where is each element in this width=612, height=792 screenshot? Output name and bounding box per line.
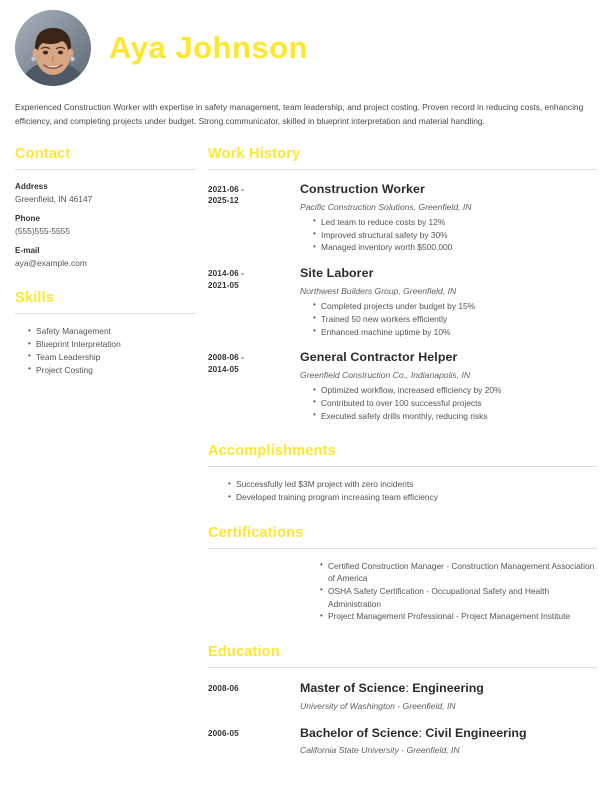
contact-fields: [15, 181, 196, 269]
education-field: Engineering: [412, 680, 484, 695]
education-entry-title: [300, 681, 597, 696]
work-entry-title: Site Laborer: [300, 266, 374, 281]
education-degree: Bachelor of Science: [300, 725, 419, 740]
accomplishments-divider: [208, 466, 597, 467]
list-item: • Successfully led $3M project with zero incidents: [228, 478, 597, 491]
work-entry-title: Construction Worker: [300, 182, 425, 197]
work-entry: [208, 266, 597, 338]
education-entry-date: 2008-06: [208, 683, 239, 693]
education-entry-date: 2006-05: [208, 728, 239, 738]
work-history-heading: Work History: [208, 146, 301, 163]
certifications-divider: [208, 548, 597, 549]
education-separator: :: [418, 725, 422, 740]
education-degree: Master of Science: [300, 680, 406, 695]
education-separator: :: [405, 680, 409, 695]
portrait-photo-icon: [15, 10, 91, 86]
work-entry-date-start: 2021-06 -: [208, 185, 244, 195]
contact-section: [15, 147, 196, 269]
work-entry-date: [208, 350, 300, 375]
work-history-divider: [208, 169, 597, 170]
work-entry-date-end: 2021-05: [208, 280, 239, 290]
work-entry-bullets: [300, 216, 597, 254]
education-entry: [208, 681, 597, 713]
list-item: • Project Management Professional - Project Management Institute: [320, 610, 597, 623]
education-entry: [208, 726, 597, 758]
phone-value: (555)555-5555: [15, 226, 70, 237]
avatar: [15, 10, 91, 86]
list-item: • Executed safety drills monthly, reducing risks: [313, 410, 597, 423]
work-entry-date: [208, 266, 300, 291]
email-label: E-mail: [15, 246, 40, 256]
education-field: Civil Engineering: [425, 725, 527, 740]
list-item: • Certified Construction Manager - Construction Management Association of America: [320, 560, 597, 585]
list-item: • Team Leadership: [28, 351, 196, 364]
list-item: • Contributed to over 100 successful projects: [313, 397, 597, 410]
work-entry-employer: Pacific Construction Solutions, Greenfield, IN: [300, 202, 472, 213]
contact-heading: Contact: [15, 146, 71, 163]
professional-summary: Experienced Construction Worker with expertise in safety management, team leadership, and project costing. Proven record in reducing costs, enhancing efficiency, and completing projects under budget. Strong communicator, skilled in blueprint interpretation and material handling.: [15, 102, 584, 126]
list-item: • Enhanced machine uptime by 10%: [313, 326, 597, 339]
work-entry: [208, 350, 597, 422]
list-item: • Optimized workflow, increased efficiency by 20%: [313, 384, 597, 397]
education-entry-school: California State University - Greenfield, IN: [300, 745, 460, 756]
work-entry-date-end: 2014-05: [208, 364, 239, 374]
body-columns: [15, 147, 597, 757]
list-item: • Led team to reduce costs by 12%: [313, 216, 597, 229]
list-item: • Trained 50 new workers efficiently: [313, 313, 597, 326]
education-section: [208, 645, 597, 757]
accomplishments-section: [208, 444, 597, 503]
education-entry-school: University of Washington - Greenfield, IN: [300, 700, 456, 711]
work-entry: [208, 182, 597, 254]
contact-divider: [15, 169, 196, 170]
education-divider: [208, 667, 597, 668]
list-item: • Safety Management: [28, 325, 196, 338]
certifications-heading: Certifications: [208, 524, 304, 541]
work-history-section: [208, 147, 597, 422]
skills-heading: Skills: [15, 290, 55, 307]
list-item: • Managed inventory worth $500,000: [313, 241, 597, 254]
work-entry-date: [208, 182, 300, 207]
address-value: Greenfield, IN 46147: [15, 194, 93, 205]
right-column: [196, 147, 597, 757]
resume-header: [15, 0, 597, 78]
work-entry-bullets: [300, 384, 597, 422]
work-entry-date-start: 2014-06 -: [208, 269, 244, 279]
list-item: • Improved structural safety by 30%: [313, 229, 597, 242]
certifications-list: [307, 560, 597, 623]
list-item: • Blueprint Interpretation: [28, 338, 196, 351]
phone-label: Phone: [15, 214, 41, 224]
accomplishments-heading: Accomplishments: [208, 443, 336, 460]
certifications-section: [208, 526, 597, 623]
work-entry-date-end: 2025-12: [208, 196, 239, 206]
education-entry-title: [300, 726, 597, 741]
skills-divider: [15, 313, 196, 314]
skills-section: [15, 291, 196, 376]
education-heading: Education: [208, 643, 280, 660]
list-item: • Project Costing: [28, 364, 196, 377]
work-entry-employer: Northwest Builders Group, Greenfield, IN: [300, 286, 457, 297]
skills-list: [15, 325, 196, 376]
left-column: [15, 147, 196, 376]
work-entry-title: General Contractor Helper: [300, 350, 458, 365]
list-item: • OSHA Safety Certification - Occupational Safety and Health Administration: [320, 585, 597, 610]
accomplishments-list: [215, 478, 597, 504]
page-title: Aya Johnson: [109, 30, 308, 65]
work-entry-date-start: 2008-06 -: [208, 353, 244, 363]
address-label: Address: [15, 182, 48, 192]
work-entry-bullets: [300, 300, 597, 338]
email-value[interactable]: aya@example.com: [15, 258, 87, 269]
list-item: • Completed projects under budget by 15%: [313, 300, 597, 313]
work-entry-employer: Greenfield Construction Co., Indianapolis, IN: [300, 370, 471, 381]
list-item: • Developed training program increasing team efficiency: [228, 491, 597, 504]
